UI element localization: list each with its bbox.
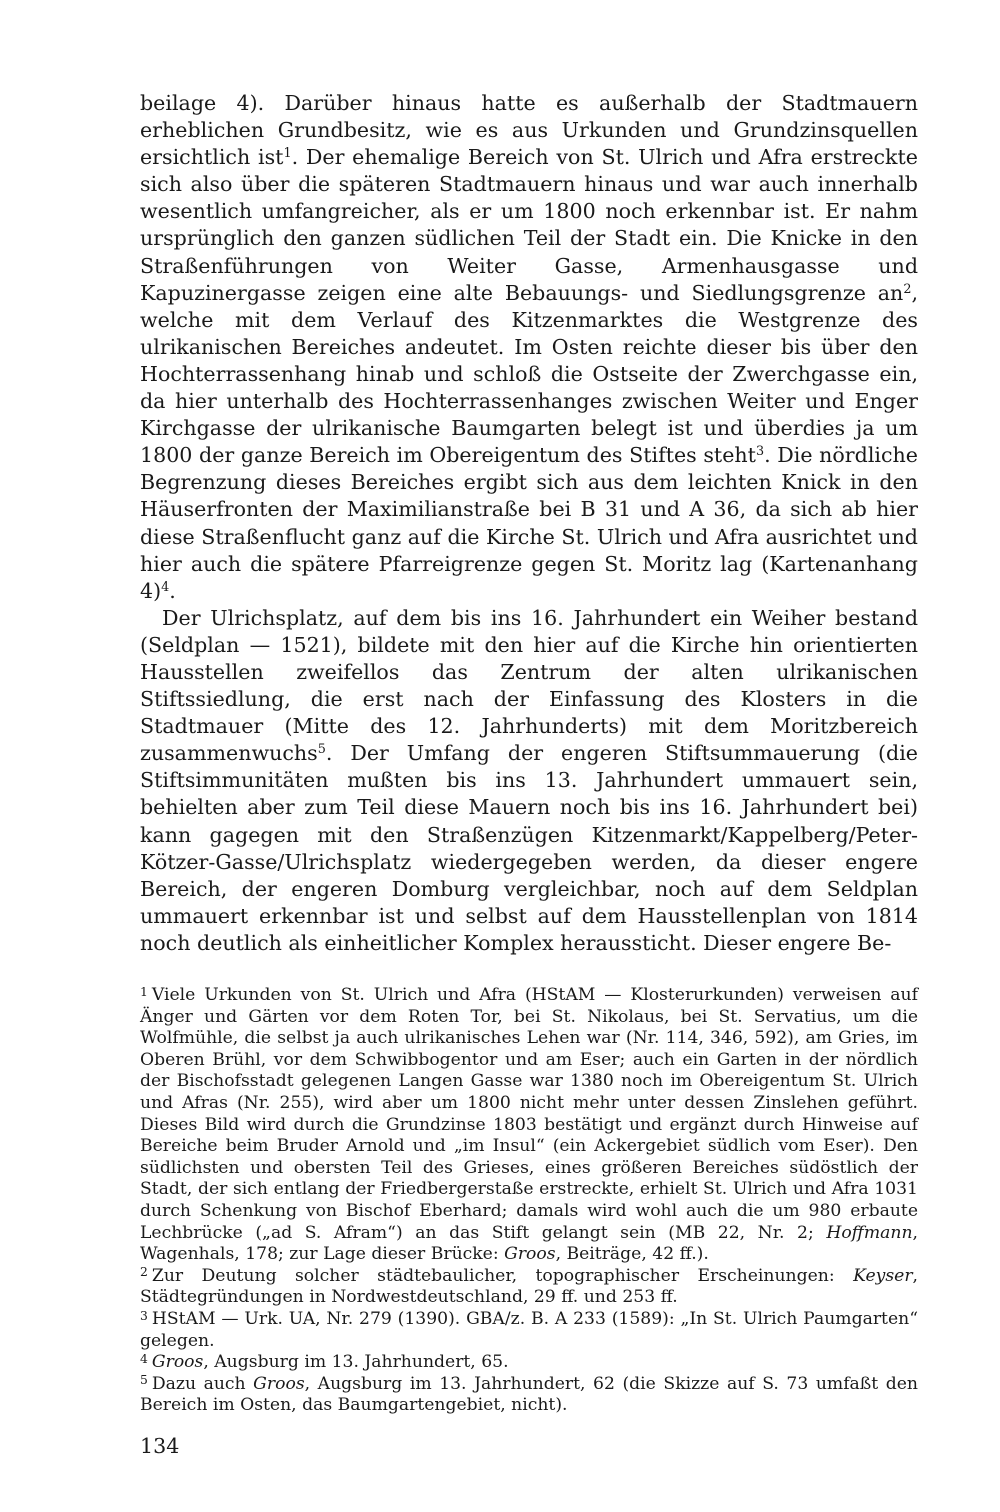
footnote-2 (140, 1266, 918, 1309)
page-number: 134 (140, 1434, 180, 1458)
text-run: . Die nördliche Begrenzung dieses Bereiches ergibt sich aus dem leichten Knick in den Häuserfronten der Maximilianstraße bei B 31 und A 36, da sich ab hier diese Straßenflucht ganz auf die Kirche St. Ulrich und Afra ausrichtet und hier auch die spätere Pfarreigrenze gegen St. Moritz lag (Kartenanhang 4) (140, 443, 918, 603)
footnote-number: 4 (140, 1351, 148, 1366)
footnote-text: , Augsburg im 13. Jahrhundert, 65. (203, 1352, 509, 1373)
page (140, 90, 918, 1417)
author-name: Hoffmann (826, 1222, 913, 1243)
footnote-text: Viele Urkunden von St. Ulrich und Afra (HStAM — Klosterurkunden) verweisen auf Änger und Gärten vor dem Roten Tor, bei St. Nikolaus, bei St. Servatius, um die Wolfmühle, die selbst ja auch ulrikanisches Lehen war (Nr. 114, 346, 592), am Gries, im Oberen Brühl, vor dem Schwibbogentor und am Eser; auch ein Garten in der nördlich der Bischofsstadt gelegenen Langen Gasse war 1380 noch im Obereigentum St. Ulrich und Afras (Nr. 255), wird aber um 1800 nicht mehr unter dessen Zinslehen geführt. Dieses Bild wird durch die Grundzinse 1803 bestätigt und ergänzt durch Hinweise auf Bereiche beim Bruder Arnold und „im Insul“ (ein Ackergebiet südlich vom Eser). Den südlichsten und obersten Teil des Grieses, eines größeren Bereiches südöstlich der Stadt, der sich entlang der Friedbergerstaße erstreckte, erhielt St. Ulrich und Afra 1031 durch Schenkung von Bischof Eberhard; damals wird wohl auch die um 980 erbaute Lechbrücke („ad S. Afram“) an das Stift gelangt sein (MB 22, Nr. 2; (140, 985, 918, 1243)
footnote-1 (140, 985, 918, 1266)
footnote-number: 5 (140, 1373, 148, 1388)
text-run: . Der Umfang der engeren Stiftsummauerung (die Stiftsimmunitäten mußten bis ins 13. Jahrhundert ummauert sein, behielten aber zum Teil diese Mauern noch bis ins 16. Jahrhundert bei) kann gagegen mit den Straßenzügen Kitzenmarkt/Kappelberg/Peter-Kötzer-Gasse/Ulrichsplatz wiedergegeben werden, da dieser engere Bereich, der engeren Domburg vergleichbar, noch auf dem Seldplan ummauert erkennbar ist und selbst auf dem Hausstellenplan von 1814 noch deutlich als einheitlicher Komplex heraussticht. Dieser engere Be- (140, 741, 918, 955)
text-run: . (169, 578, 176, 603)
footnote-text: , Städtegründungen in Nordwestdeutschland, 29 ff. und 253 ff. (140, 1265, 918, 1308)
footnote-text: Dazu auch (151, 1373, 254, 1394)
footnote-ref-1: 1 (283, 146, 292, 162)
footnote-text: , Wagenhals, 178; zur Lage dieser Brücke: (140, 1222, 918, 1265)
author-name: Groos (253, 1373, 305, 1394)
footnote-ref-3: 3 (755, 444, 765, 460)
text-run: . Der ehemalige Bereich von St. Ulrich und Afra erstreckte sich also über die späteren Stadtmauern hinaus und war auch innerhalb wesentlich umfangreicher, als er um 1800 noch erkennbar ist. Er nahm ursprünglich den ganzen südlichen Teil der Stadt ein. Die Knicke in den Straßenführungen von Weiter Gasse, Armenhausgasse und Kapuzinergasse zeigen eine alte Bebauungs- und Siedlungsgrenze an (140, 145, 918, 305)
footnote-text: HStAM — Urk. UA, Nr. 279 (1390). GBA/z. B. A 233 (1589): „In St. Ulrich Paumgarten“ gelegen. (140, 1308, 918, 1351)
main-text (140, 90, 918, 957)
paragraph-2 (140, 605, 918, 957)
footnote-number: 3 (140, 1308, 148, 1323)
footnote-5 (140, 1374, 918, 1417)
footnote-ref-2: 2 (903, 281, 912, 297)
footnote-text: , Augsburg im 13. Jahrhundert, 62 (die Skizze auf S. 73 umfaßt den Bereich im Osten, das Baumgartengebiet, nicht). (140, 1373, 918, 1416)
footnote-number: 1 (140, 984, 148, 999)
author-name: Keyser (853, 1265, 913, 1286)
footnote-ref-4: 4 (161, 579, 170, 595)
author-name: Groos (151, 1352, 204, 1373)
footnote-ref-5: 5 (317, 742, 326, 758)
paragraph-1 (140, 90, 918, 605)
text-run: Der Ulrichsplatz, auf dem bis ins 16. Jahrhundert ein Weiher bestand (Seldplan — 1521), bildete mit den hier auf die Kirche hin orientierten Hausstellen zweifellos das Zentrum der alten ulrikanischen Stiftssiedlung, die erst nach der Einfassung des Klosters in die Stadtmauer (Mitte des 12. Jahrhunderts) mit dem Moritzbereich zusammenwuchs (140, 605, 918, 766)
footnote-text: , Beiträge, 42 ff.). (555, 1244, 709, 1265)
footnote-text: Zur Deutung solcher städtebaulicher, topographischer Erscheinungen: (151, 1265, 854, 1286)
footnotes (140, 985, 918, 1417)
footnote-3 (140, 1309, 918, 1352)
text-run: , welche mit dem Verlauf des Kitzenmarktes die Westgrenze des ulrikanischen Bereiches andeutet. Im Osten reichte dieser bis über den Hochterrassenhang hinab und schloß die Ostseite der Zwerchgasse ein, da hier unterhalb des Hochterrassenhanges zwischen Weiter und Enger Kirchgasse der ulrikanische Baumgarten belegt ist und überdies ja um 1800 der ganze Bereich im Obereigentum des Stiftes steht (140, 280, 918, 468)
text-run: beilage 4). Darüber hinaus hatte es außerhalb der Stadtmauern erheblichen Grundbesitz, wie es aus Urkunden und Grundzinsquellen ersichtlich ist (140, 91, 918, 170)
author-name: Groos (504, 1244, 556, 1265)
footnote-4 (140, 1352, 918, 1374)
footnote-number: 2 (140, 1265, 148, 1280)
